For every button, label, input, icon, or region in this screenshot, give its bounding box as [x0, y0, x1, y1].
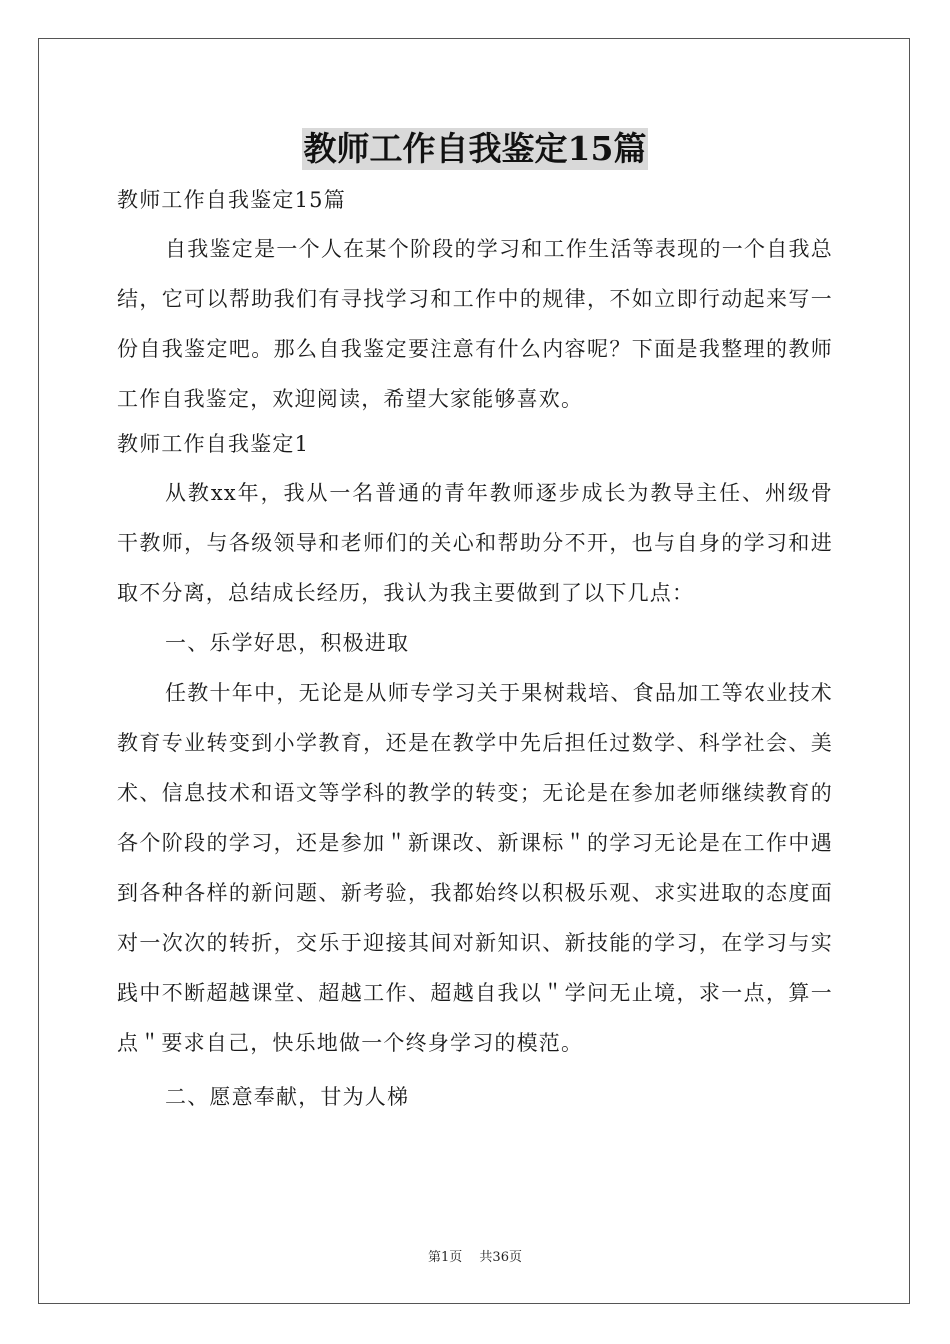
document-body — [117, 180, 833, 1122]
point-heading: 二、愿意奉献，甘为人梯 — [165, 1085, 410, 1109]
document-title: 教师工作自我鉴定15篇 — [303, 129, 647, 168]
point-heading: 一、乐学好思，积极进取 — [165, 631, 410, 655]
title-container — [0, 128, 950, 170]
body-paragraph: 任教十年中，无论是从师专学习关于果树栽培、食品加工等农业技术教育专业转变到小学教育，还是在教学中先后担任过数学、科学社会、美术、信息技术和语文等学科的教学的转变；无论是在参加老师继续教育的各个阶段的学习，还是参加＂新课改、新课标＂的学习无论是在工作中遇到各种各样的新问题、新考验，我都始终以积极乐观、求实进取的态度面对一次次的转折，交乐于迎接其间对新知识、新技能的学习，在学习与实践中不断超越课堂、超越工作、超越自我以＂学问无止境，求一点，算一点＂要求自己，快乐地做一个终身学习的模范。 — [117, 681, 833, 1055]
body-paragraph: 从教xx年，我从一名普通的青年教师逐步成长为教导主任、州级骨干教师，与各级领导和老师们的关心和帮助分不开，也与自身的学习和进取不分离，总结成长经历，我认为我主要做到了以下几点： — [117, 481, 833, 605]
intro-paragraph: 自我鉴定是一个人在某个阶段的学习和工作生活等表现的一个自我总结，它可以帮助我们有寻找学习和工作中的规律，不如立即行动起来写一份自我鉴定吧。那么自我鉴定要注意有什么内容呢？下面是我整理的教师工作自我鉴定，欢迎阅读，希望大家能够喜欢。 — [117, 237, 833, 411]
section-heading: 教师工作自我鉴定1 — [117, 432, 310, 456]
page-number-footer: 第1页 共36页 — [428, 1250, 522, 1265]
document-subtitle: 教师工作自我鉴定15篇 — [117, 188, 346, 212]
